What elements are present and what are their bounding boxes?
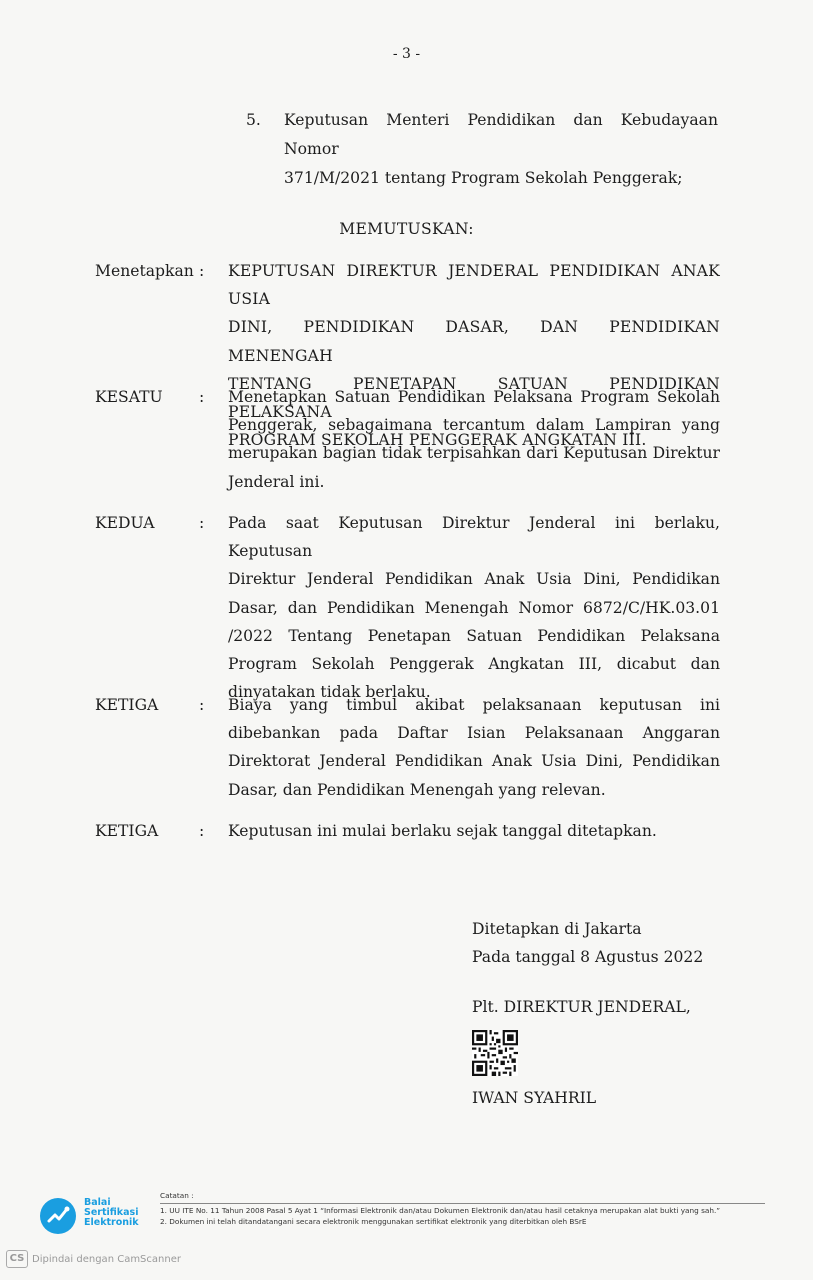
section-body (228, 383, 720, 496)
signature-place: Ditetapkan di Jakarta (472, 920, 642, 938)
logo-line: Balai (84, 1197, 111, 1208)
section-line: KEPUTUSAN DIREKTUR JENDERAL PENDIDIKAN ANAK USIA (228, 262, 720, 309)
logo-line: Sertifikasi (84, 1207, 139, 1218)
section-line: Keputusan ini mulai berlaku sejak tanggal ditetapkan. (228, 822, 657, 840)
bsre-logo (40, 1194, 170, 1234)
signer-name: IWAN SYAHRIL (472, 1089, 597, 1107)
section-line: Biaya yang timbul akibat pelaksanaan keputusan ini (228, 696, 720, 714)
section-line: dibebankan pada Daftar Isian Pelaksanaan Anggaran (228, 724, 720, 743)
section-line: PROGRAM SEKOLAH PENGGERAK ANGKATAN III. (228, 431, 647, 450)
bsre-logo-text (84, 1198, 139, 1228)
signature-title: Plt. DIREKTUR JENDERAL, (472, 998, 691, 1016)
camscanner-watermark (6, 1250, 181, 1268)
camscanner-icon: CS (6, 1250, 28, 1268)
section-line: Jenderal ini. (228, 472, 325, 491)
qr-code-icon (472, 1030, 518, 1076)
logo-line: Elektronik (84, 1217, 139, 1228)
section-body (228, 691, 720, 804)
section-kedua (95, 509, 720, 706)
section-line: merupakan bagian tidak terpisahkan dari Keputusan Direktur (228, 444, 720, 463)
section-label: KEDUA (95, 514, 155, 532)
section-line: Penggerak, sebagaimana tercantum dalam Lampiran yang (228, 416, 720, 435)
section-line: Dasar, dan Pendidikan Menengah yang relevan. (228, 780, 606, 799)
bsre-emblem-icon (40, 1198, 76, 1234)
section-label: KETIGA (95, 696, 159, 714)
section-line: /2022 Tentang Penetapan Satuan Pendidikan Pelaksana (228, 626, 720, 645)
signature-date: Pada tanggal 8 Agustus 2022 (472, 948, 704, 966)
section-ketiga-2 (95, 817, 720, 845)
section-line: DINI, PENDIDIKAN DASAR, DAN PENDIDIKAN MENENGAH (228, 318, 720, 365)
consideration-number: 5. (246, 111, 261, 129)
section-line: dinyatakan tidak berlaku. (228, 683, 431, 702)
section-colon: : (199, 696, 205, 714)
section-kesatu (95, 383, 720, 496)
consideration-text (284, 106, 718, 193)
section-body (228, 817, 720, 845)
section-line: Dasar, dan Pendidikan Menengah Nomor 6872/C/HK.03.01 (228, 598, 720, 617)
footnotes-divider (160, 1203, 765, 1204)
footnotes (160, 1190, 765, 1227)
consideration-item-5 (246, 106, 718, 193)
section-line: TENTANG PENETAPAN SATUAN PENDIDIKAN PELAKSANA (228, 374, 720, 422)
section-colon: : (199, 262, 205, 280)
consideration-line: 371/M/2021 tentang Program Sekolah Penggerak; (284, 169, 683, 187)
section-line: Menetapkan Satuan Pendidikan Pelaksana Program Sekolah (228, 388, 720, 406)
section-body (228, 509, 720, 706)
footnotes-title: Catatan : (160, 1191, 194, 1200)
section-label: KETIGA (95, 822, 159, 840)
section-label: Menetapkan (95, 262, 194, 280)
footnote-2: 2. Dokumen ini telah ditandatangani secara elektronik menggunakan sertifikat elektronik yang diterbitkan oleh BSrE (160, 1217, 587, 1226)
consideration-line: Keputusan Menteri Pendidikan dan Kebudayaan Nomor (284, 111, 718, 158)
section-ketiga (95, 691, 720, 804)
camscanner-text: Dipindai dengan CamScanner (32, 1254, 181, 1265)
section-colon: : (199, 514, 205, 532)
section-label: KESATU (95, 388, 163, 406)
footnote-1: 1. UU ITE No. 11 Tahun 2008 Pasal 5 Ayat 1 “Informasi Elektronik dan/atau Dokumen Elektronik dan/atau hasil cetaknya merupakan alat bukti yang sah.” (160, 1206, 721, 1215)
decision-heading: MEMUTUSKAN: (339, 220, 474, 238)
section-line: Direktorat Jenderal Pendidikan Anak Usia Dini, Pendidikan (228, 752, 720, 771)
section-line: Pada saat Keputusan Direktur Jenderal ini berlaku, Keputusan (228, 514, 720, 561)
section-colon: : (199, 388, 205, 406)
page-number: - 3 - (392, 46, 421, 62)
section-line: Direktur Jenderal Pendidikan Anak Usia Dini, Pendidikan (228, 570, 720, 589)
section-colon: : (199, 822, 205, 840)
section-line: Program Sekolah Penggerak Angkatan III, dicabut dan (228, 655, 720, 674)
